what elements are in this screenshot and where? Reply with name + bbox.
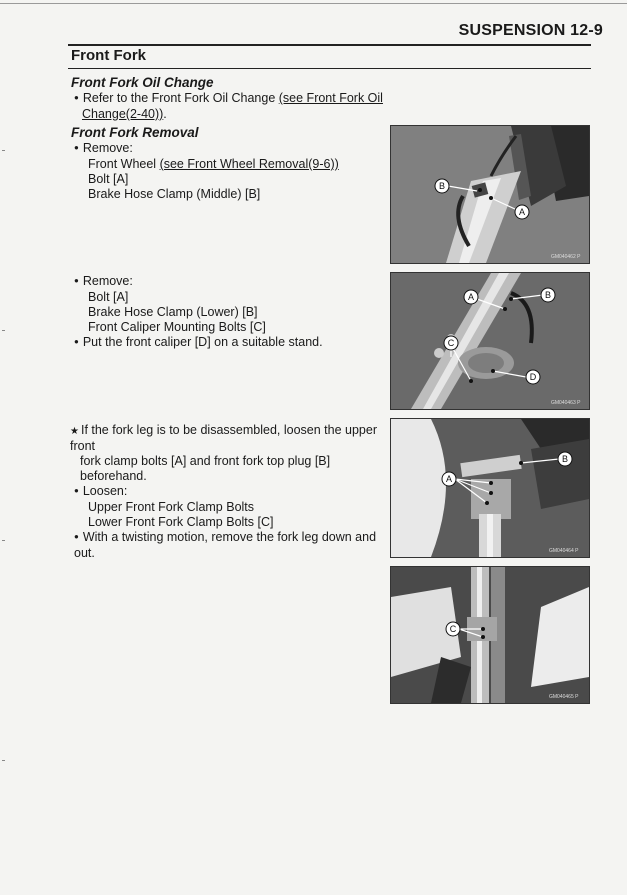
removal-heading: Front Fork Removal (71, 125, 199, 140)
figure-3-code: GM040464 P (549, 548, 579, 554)
callout-c-label: C (449, 624, 457, 634)
figure-1-photo (390, 125, 590, 264)
oil-change-link-cont[interactable]: Change(2-40)) (82, 107, 164, 121)
step1-item3: Brake Hose Clamp (Middle) [B] (88, 187, 261, 201)
callout-b-label: B (544, 290, 552, 300)
callout-b (558, 452, 572, 466)
front-wheel-removal-link[interactable]: (see Front Wheel Removal(9-6)) (159, 157, 339, 171)
figure-4-code: GM040465 P (549, 694, 579, 700)
oil-change-link[interactable]: (see Front Fork Oil (278, 91, 383, 105)
section-rule (68, 68, 591, 69)
callout-a (464, 290, 478, 304)
margin-mark (2, 150, 5, 151)
callout-c (446, 622, 460, 636)
margin-mark (2, 760, 5, 761)
callout-b-label: B (438, 181, 446, 191)
callout-b-label: B (561, 454, 569, 464)
callout-a (442, 472, 456, 486)
callout-c-label: C (447, 338, 455, 348)
step3-final: With a twisting motion, remove the fork leg down and out. (74, 530, 377, 560)
step3-block (70, 423, 380, 561)
callout-a-label: A (518, 207, 526, 217)
step2-extra: Put the front caliper [D] on a suitable stand. (82, 335, 323, 349)
callout-d-label: D (529, 372, 537, 382)
step3-item1: Upper Front Fork Clamp Bolts (88, 500, 255, 514)
step2-item3: Front Caliper Mounting Bolts [C] (88, 320, 266, 334)
section-title: Front Fork (71, 47, 146, 64)
step1-item1: Front Wheel (88, 157, 160, 171)
step3-item2: Lower Front Fork Clamp Bolts [C] (88, 515, 274, 529)
oil-change-suffix: . (163, 107, 167, 121)
step2-item1: Bolt [A] (88, 290, 129, 304)
oil-change-bullet (74, 91, 394, 122)
step3-note-line1: If the fork leg is to be disassembled, loosen the upper front (70, 423, 377, 453)
oil-change-text: Refer to the Front Fork Oil Change (82, 91, 279, 105)
figure-3-illustration (391, 419, 589, 557)
step2-item2: Brake Hose Clamp (Lower) [B] (88, 305, 258, 319)
figure-2-code: GM040463 P (551, 400, 581, 406)
callout-d (526, 370, 540, 384)
callout-a-label: A (445, 474, 453, 484)
running-header: SUSPENSION 12-9 (458, 22, 603, 39)
step2-label: Remove: (82, 274, 133, 288)
figure-2-illustration (391, 273, 589, 409)
figure-4-photo (390, 566, 590, 704)
step1-item2: Bolt [A] (88, 172, 129, 186)
step3-label: Loosen: (82, 484, 128, 498)
callout-c (444, 336, 458, 350)
step1-block (74, 141, 339, 202)
figure-1-code: GM040462 P (551, 254, 581, 260)
margin-mark (2, 330, 5, 331)
figure-3-photo (390, 418, 590, 558)
callout-a (515, 205, 529, 219)
callout-b (435, 179, 449, 193)
header-rule (68, 44, 591, 46)
figure-1-illustration (391, 126, 589, 263)
figure-4-illustration (391, 567, 589, 703)
top-edge-line (0, 3, 627, 4)
oil-change-heading: Front Fork Oil Change (71, 75, 214, 90)
callout-a-label: A (467, 292, 475, 302)
margin-mark (2, 540, 5, 541)
figure-2-photo (390, 272, 590, 410)
step3-note-line2: fork clamp bolts [A] and front fork top plug [B] beforehand. (80, 454, 331, 483)
callout-b (541, 288, 555, 302)
step2-block (74, 274, 323, 351)
step1-label: Remove: (82, 141, 133, 155)
